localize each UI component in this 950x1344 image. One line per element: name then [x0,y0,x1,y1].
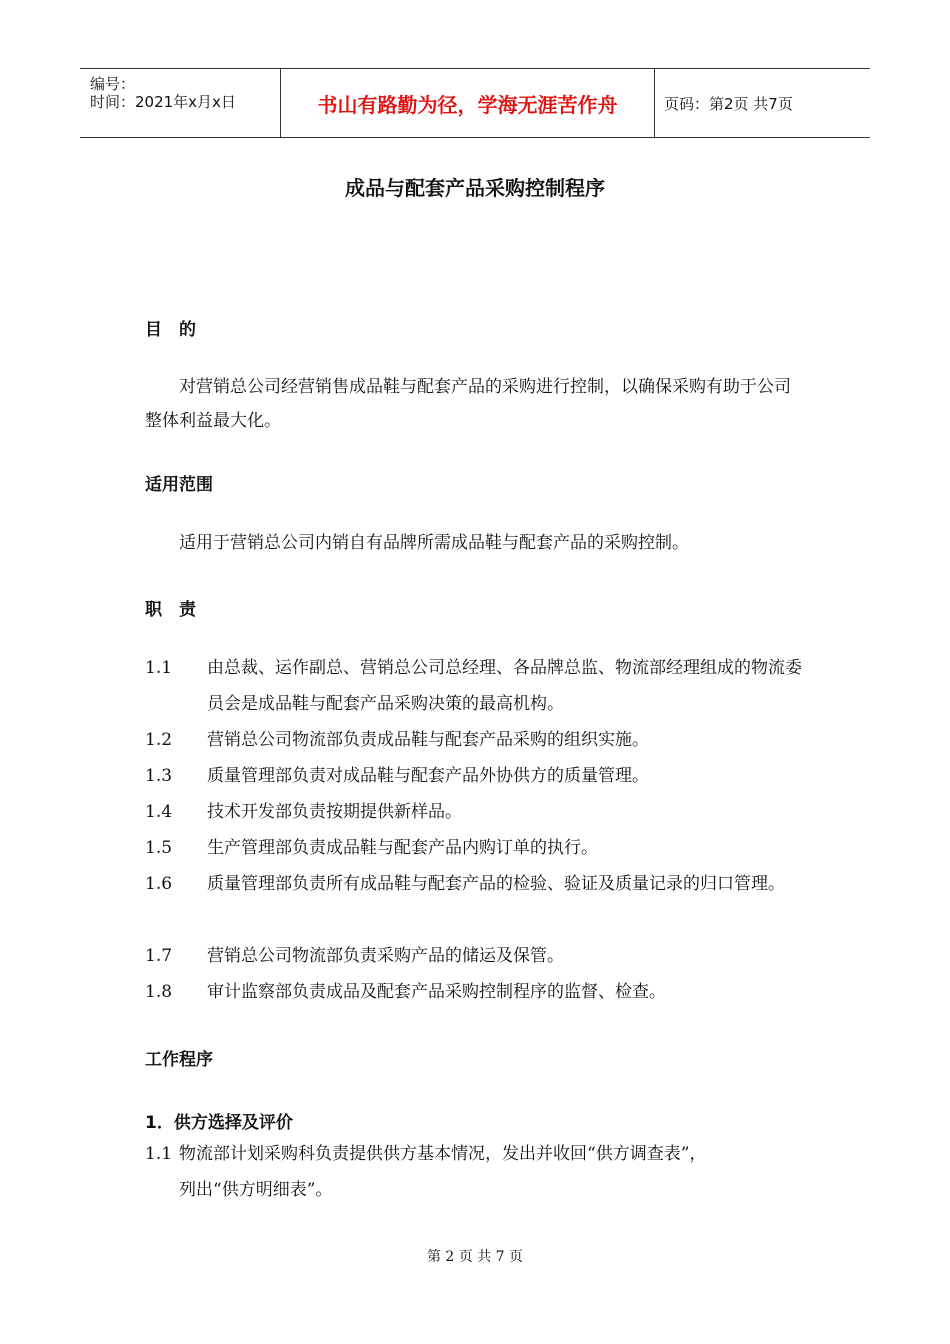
duty-item-number: 1.7 [145,946,173,966]
duty-item-text: 技术开发部负责按期提供新样品。 [207,802,462,822]
procedure-item-text: 物流部计划采购科负责提供供方基本情况，发出并收回“供方调查表”， [179,1144,707,1164]
procedure-item-number: 1.1 [145,1144,173,1164]
document-header [80,68,870,138]
duty-item-text: 质量管理部负责对成品鞋与配套产品外协供方的质量管理。 [207,766,649,786]
procedure-item-continuation: 列出“供方明细表”。 [179,1180,333,1200]
duty-item [145,866,810,902]
duty-item-text: 营销总公司物流部负责采购产品的储运及保管。 [207,946,564,966]
purpose-text: 对营销总公司经营销售成品鞋与配套产品的采购进行控制，以确保采购有助于公司整体利益最大化。 [145,377,791,431]
duty-item-text: 营销总公司物流部负责成品鞋与配套产品采购的组织实施。 [207,730,649,750]
duty-item [145,974,810,1010]
duty-item-number: 1.8 [145,982,173,1002]
duty-item [145,794,810,830]
procedure-item [145,1136,810,1208]
duty-item-text: 质量管理部负责所有成品鞋与配套产品的检验、验证及质量记录的归口管理。 [207,874,785,894]
duty-item-text: 由总裁、运作副总、营销总公司总经理、各品牌总监、物流部经理组成的物流委员会是成品鞋与配套产品采购决策的最高机构。 [207,658,802,714]
duty-item [145,758,810,794]
duty-item-text: 审计监察部负责成品及配套产品采购控制程序的监督、检查。 [207,982,666,1002]
purpose-heading: 目 的 [145,320,196,340]
procedure-subheading: 1．供方选择及评价 [145,1113,293,1133]
duty-item-number: 1.4 [145,802,173,822]
duty-item-number: 1.6 [145,874,173,894]
document-title: 成品与配套产品采购控制程序 [345,176,605,200]
duty-item [145,938,810,974]
duty-item-number: 1.1 [145,658,173,678]
scope-heading: 适用范围 [145,475,213,495]
duty-item [145,830,810,866]
duty-item [145,650,810,722]
page-footer: 第 2 页 共 7 页 [426,1249,524,1265]
duty-item-text: 生产管理部负责成品鞋与配套产品内购订单的执行。 [207,838,598,858]
duty-item [145,722,810,758]
header-page-info: 页码：第2页 共7页 [664,94,793,113]
header-motto: 书山有路勤为径，学海无涯苦作舟 [280,69,655,137]
duty-item-number: 1.3 [145,766,173,786]
date-label: 时间：2021年x月x日 [90,93,236,111]
duty-item-number: 1.2 [145,730,173,750]
code-label: 编号： [90,75,136,93]
duty-item-number: 1.5 [145,838,173,858]
scope-text: 适用于营销总公司内销自有品牌所需成品鞋与配套产品的采购控制。 [179,533,689,553]
header-left-cell [80,69,280,137]
duties-heading: 职 责 [145,600,196,620]
procedure-heading: 工作程序 [145,1050,213,1070]
